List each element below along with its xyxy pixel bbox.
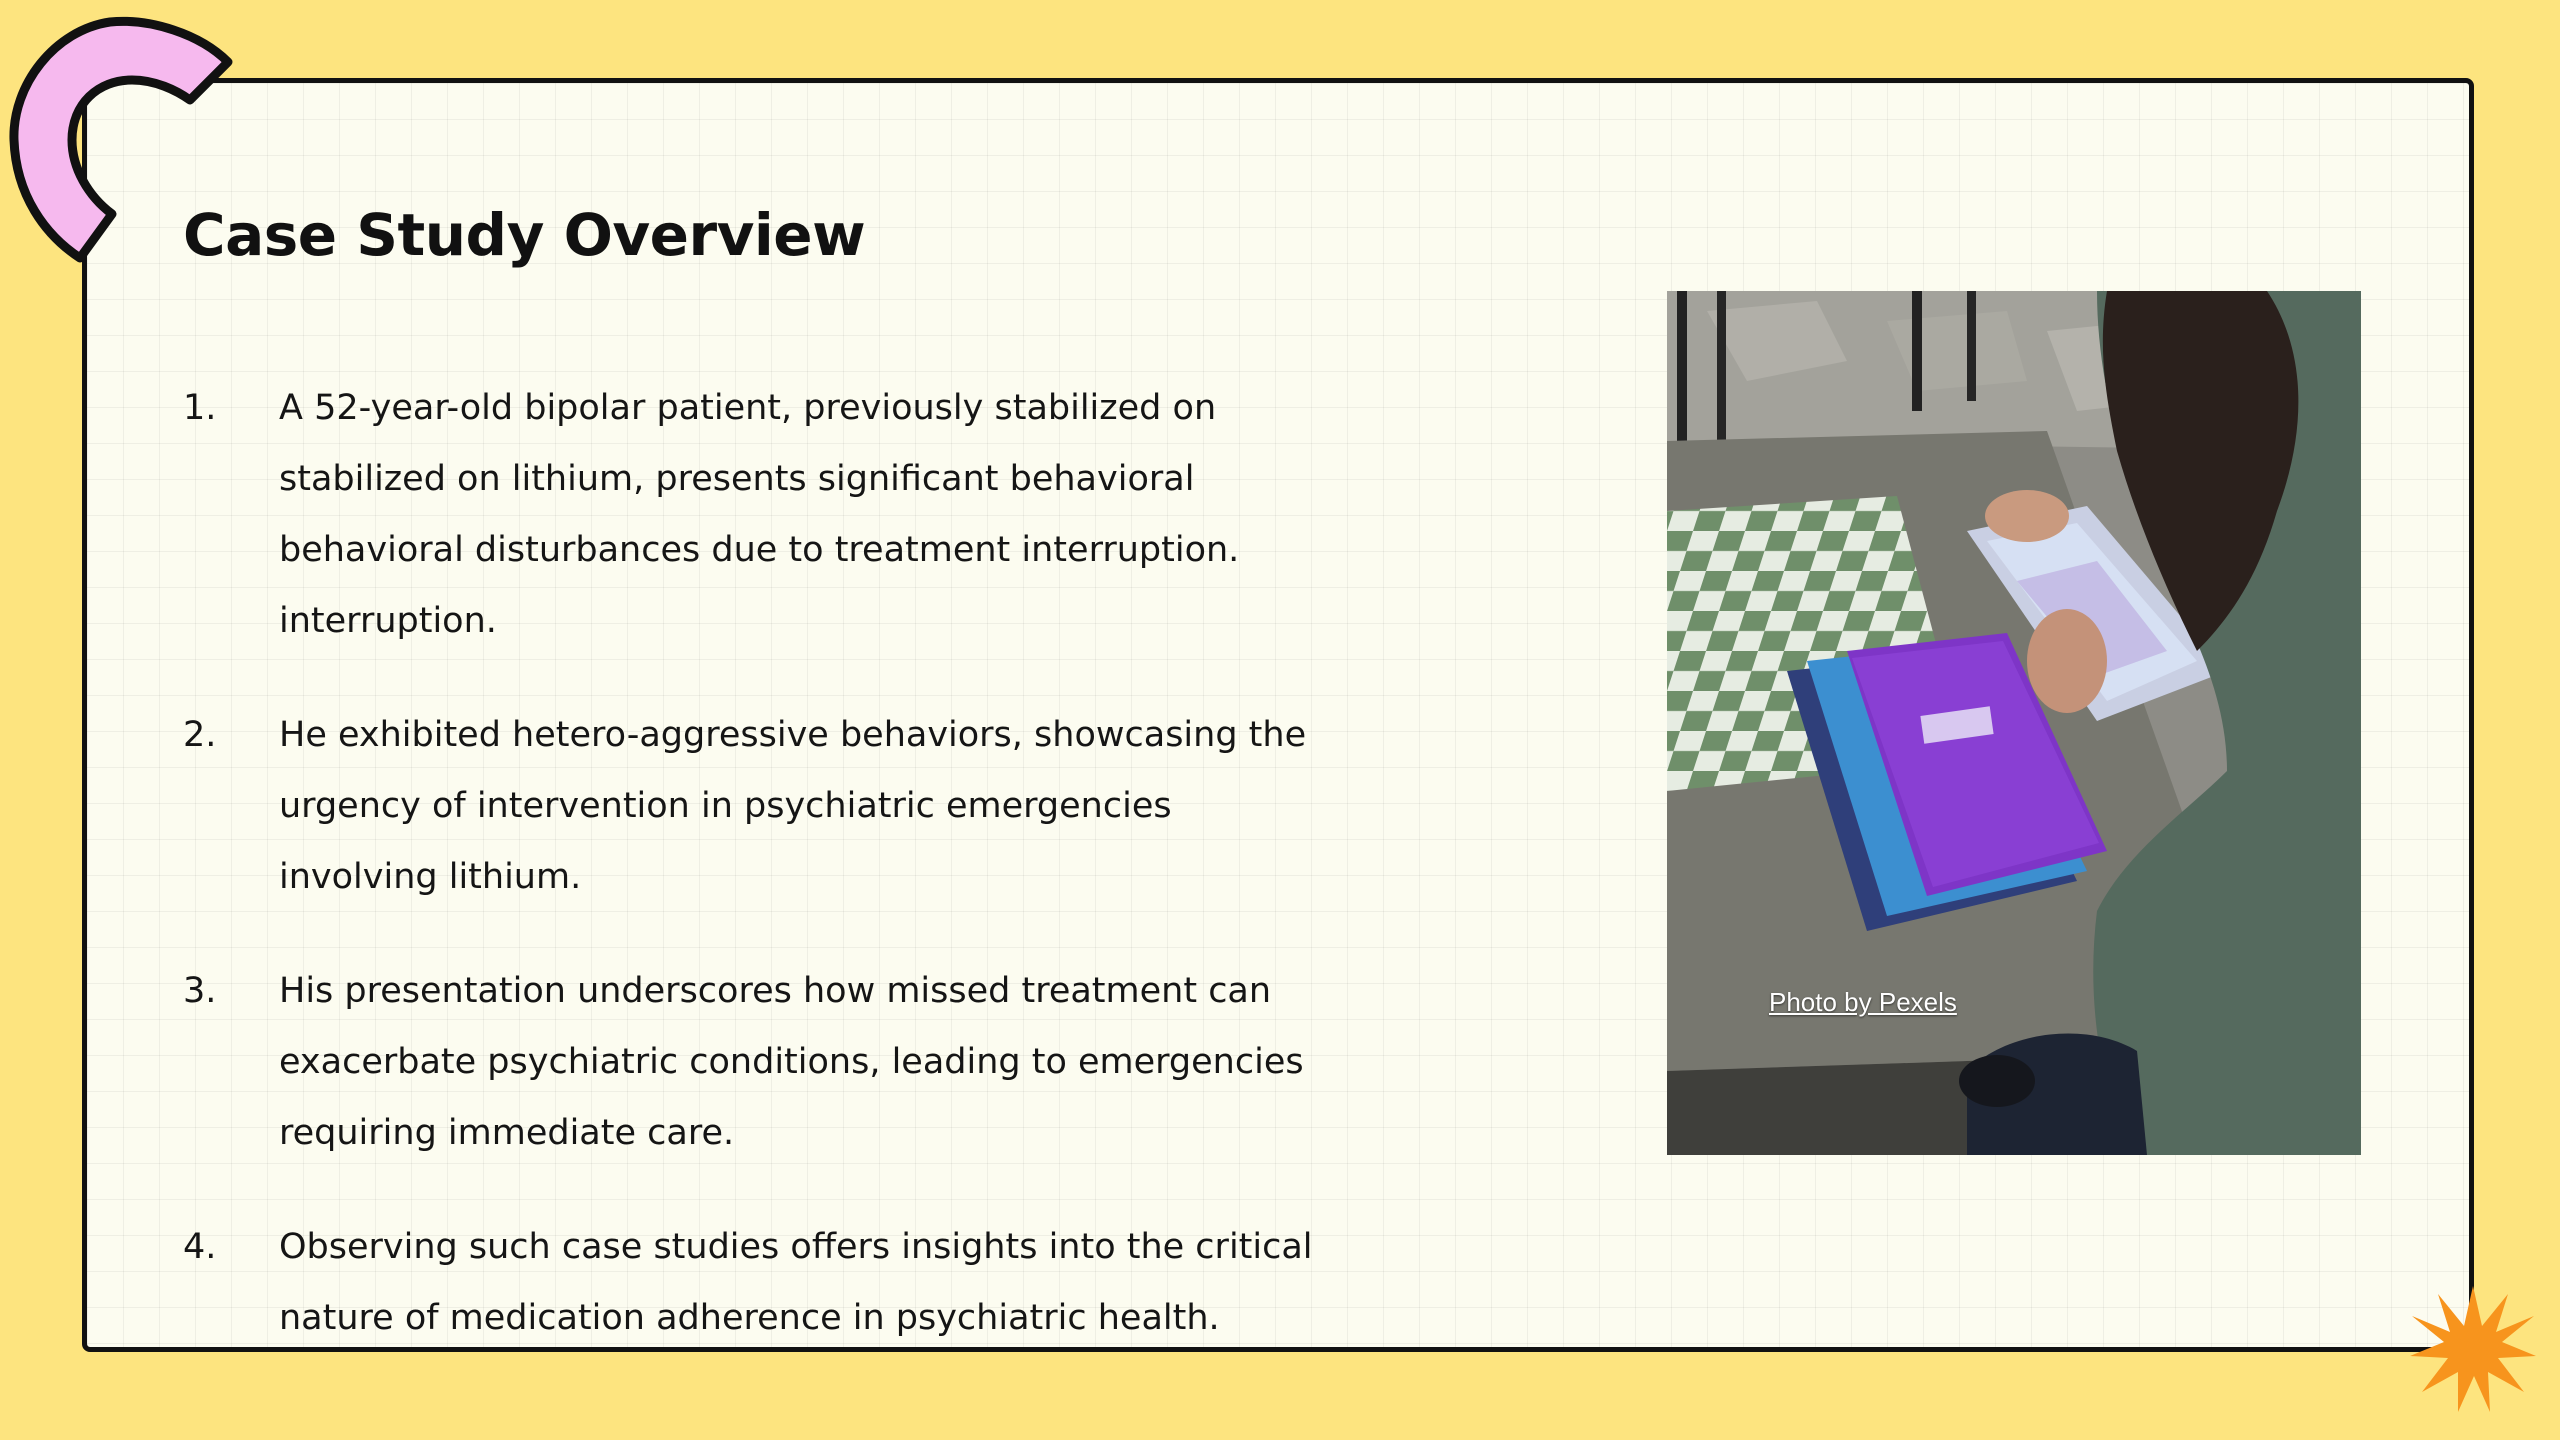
list-item-number: 1. — [183, 388, 217, 428]
list-item — [183, 373, 1383, 657]
list-item-text: Observing such case studies offers insights into the critical nature of medication adherence in psychiatric health. — [279, 1227, 1313, 1338]
list-item-number: 2. — [183, 715, 217, 755]
photo-illustration — [1667, 291, 2361, 1155]
overview-list — [183, 373, 1383, 1352]
list-item-text: A 52-year-old bipolar patient, previously stabilized on stabilized on lithium, presents significant behavioral behavioral disturbances due to treatment interruption. interruption. — [279, 388, 1240, 641]
list-item-number: 3. — [183, 971, 217, 1011]
case-photo — [1667, 291, 2361, 1155]
list-item — [183, 1212, 1383, 1352]
list-item-number: 4. — [183, 1227, 217, 1267]
list-item — [183, 956, 1383, 1169]
photo-credit-link[interactable]: Photo by Pexels — [1769, 987, 1957, 1017]
slide-title: Case Study Overview — [183, 201, 866, 269]
slide-frame — [82, 78, 2474, 1352]
list-item-text: His presentation underscores how missed treatment can exacerbate psychiatric conditions, leading to emergencies requiring immediate care. — [279, 971, 1304, 1153]
orange-starburst-icon — [2408, 1284, 2538, 1414]
list-item-text: He exhibited hetero-aggressive behaviors, showcasing the urgency of intervention in psychiatric emergencies involving lithium. — [279, 715, 1307, 897]
list-item — [183, 700, 1383, 913]
pink-arc-icon — [0, 0, 260, 270]
